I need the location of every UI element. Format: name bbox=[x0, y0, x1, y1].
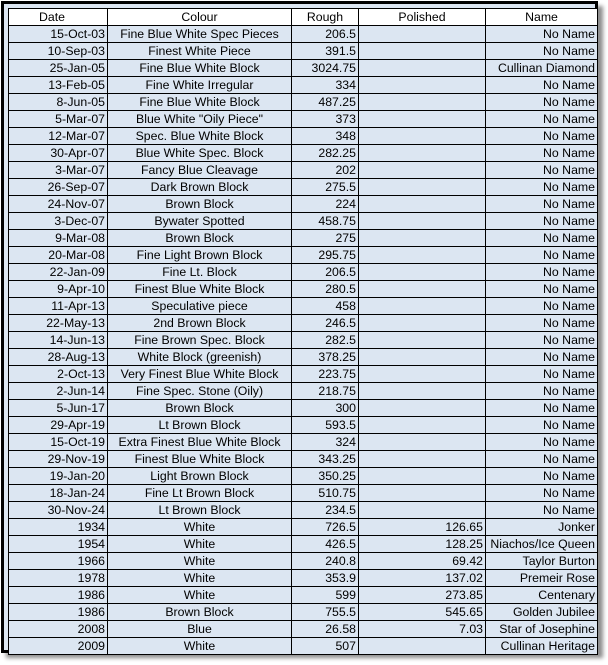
cell-colour: Finest Blue White Block bbox=[108, 451, 292, 468]
cell-polished bbox=[359, 468, 486, 485]
cell-date: 29-Nov-19 bbox=[9, 451, 108, 468]
cell-name: Jonker bbox=[486, 519, 598, 536]
cell-date: 29-Apr-19 bbox=[9, 417, 108, 434]
table-row bbox=[9, 400, 598, 417]
cell-rough: 224 bbox=[292, 196, 359, 213]
cell-date: 22-Jan-09 bbox=[9, 264, 108, 281]
cell-polished bbox=[359, 434, 486, 451]
cell-name: No Name bbox=[486, 417, 598, 434]
cell-polished bbox=[359, 315, 486, 332]
cell-name: No Name bbox=[486, 485, 598, 502]
cell-colour: Brown Block bbox=[108, 196, 292, 213]
cell-polished bbox=[359, 451, 486, 468]
cell-date: 25-Jan-05 bbox=[9, 60, 108, 77]
cell-name: Cullinan Heritage bbox=[486, 638, 598, 655]
cell-polished bbox=[359, 230, 486, 247]
cell-polished bbox=[359, 281, 486, 298]
cell-date: 1966 bbox=[9, 553, 108, 570]
table-row bbox=[9, 111, 598, 128]
cell-rough: 726.5 bbox=[292, 519, 359, 536]
table-row bbox=[9, 145, 598, 162]
cell-polished bbox=[359, 213, 486, 230]
cell-rough: 275 bbox=[292, 230, 359, 247]
cell-rough: 343.25 bbox=[292, 451, 359, 468]
cell-name: Niachos/Ice Queen bbox=[486, 536, 598, 553]
cell-rough: 240.8 bbox=[292, 553, 359, 570]
cell-name: No Name bbox=[486, 196, 598, 213]
cell-date: 19-Jan-20 bbox=[9, 468, 108, 485]
table-row bbox=[9, 315, 598, 332]
cell-colour: White Block (greenish) bbox=[108, 349, 292, 366]
table-row bbox=[9, 587, 598, 604]
cell-date: 1934 bbox=[9, 519, 108, 536]
cell-colour: Blue bbox=[108, 621, 292, 638]
table-row bbox=[9, 128, 598, 145]
table-row bbox=[9, 451, 598, 468]
cell-name: No Name bbox=[486, 264, 598, 281]
cell-rough: 275.5 bbox=[292, 179, 359, 196]
cell-date: 5-Mar-07 bbox=[9, 111, 108, 128]
cell-date: 1986 bbox=[9, 604, 108, 621]
cell-rough: 334 bbox=[292, 77, 359, 94]
cell-rough: 378.25 bbox=[292, 349, 359, 366]
cell-name: No Name bbox=[486, 315, 598, 332]
table-row bbox=[9, 553, 598, 570]
table-row bbox=[9, 383, 598, 400]
cell-colour: Dark Brown Block bbox=[108, 179, 292, 196]
table-row bbox=[9, 196, 598, 213]
cell-colour: Blue White "Oily Piece" bbox=[108, 111, 292, 128]
cell-polished: 7.03 bbox=[359, 621, 486, 638]
cell-colour: Blue White Spec. Block bbox=[108, 145, 292, 162]
cell-polished bbox=[359, 366, 486, 383]
table-row bbox=[9, 468, 598, 485]
table-row bbox=[9, 485, 598, 502]
header-row bbox=[9, 9, 598, 26]
table-row bbox=[9, 77, 598, 94]
cell-rough: 510.75 bbox=[292, 485, 359, 502]
cell-polished bbox=[359, 502, 486, 519]
cell-colour: Fine Lt. Block bbox=[108, 264, 292, 281]
cell-date: 2008 bbox=[9, 621, 108, 638]
cell-date: 26-Sep-07 bbox=[9, 179, 108, 196]
table-row bbox=[9, 247, 598, 264]
cell-name: No Name bbox=[486, 26, 598, 43]
cell-date: 8-Jun-05 bbox=[9, 94, 108, 111]
cell-rough: 206.5 bbox=[292, 264, 359, 281]
table-row bbox=[9, 349, 598, 366]
table-body bbox=[9, 26, 598, 655]
table-row bbox=[9, 621, 598, 638]
table-frame bbox=[1, 1, 598, 653]
table-row bbox=[9, 26, 598, 43]
cell-colour: Fancy Blue Cleavage bbox=[108, 162, 292, 179]
cell-date: 2-Jun-14 bbox=[9, 383, 108, 400]
cell-date: 10-Sep-03 bbox=[9, 43, 108, 60]
cell-polished bbox=[359, 247, 486, 264]
cell-rough: 3024.75 bbox=[292, 60, 359, 77]
table-row bbox=[9, 536, 598, 553]
cell-name: No Name bbox=[486, 502, 598, 519]
cell-rough: 755.5 bbox=[292, 604, 359, 621]
table-row bbox=[9, 298, 598, 315]
cell-polished: 128.25 bbox=[359, 536, 486, 553]
cell-colour: Lt Brown Block bbox=[108, 417, 292, 434]
cell-name: Centenary bbox=[486, 587, 598, 604]
cell-colour: Fine Brown Spec. Block bbox=[108, 332, 292, 349]
cell-date: 12-Mar-07 bbox=[9, 128, 108, 145]
cell-polished bbox=[359, 145, 486, 162]
cell-date: 14-Jun-13 bbox=[9, 332, 108, 349]
cell-rough: 246.5 bbox=[292, 315, 359, 332]
cell-polished bbox=[359, 332, 486, 349]
cell-rough: 234.5 bbox=[292, 502, 359, 519]
cell-date: 1978 bbox=[9, 570, 108, 587]
cell-name: No Name bbox=[486, 366, 598, 383]
cell-name: Premeir Rose bbox=[486, 570, 598, 587]
cell-colour: Finest Blue White Block bbox=[108, 281, 292, 298]
cell-colour: Spec. Blue White Block bbox=[108, 128, 292, 145]
cell-polished bbox=[359, 417, 486, 434]
cell-date: 1986 bbox=[9, 587, 108, 604]
cell-date: 2-Oct-13 bbox=[9, 366, 108, 383]
cell-date: 15-Oct-03 bbox=[9, 26, 108, 43]
table-row bbox=[9, 213, 598, 230]
header-name: Name bbox=[486, 9, 598, 26]
cell-colour: Fine White Irregular bbox=[108, 77, 292, 94]
table-row bbox=[9, 366, 598, 383]
cell-colour: Speculative piece bbox=[108, 298, 292, 315]
cell-rough: 218.75 bbox=[292, 383, 359, 400]
cell-polished bbox=[359, 196, 486, 213]
header-colour: Colour bbox=[108, 9, 292, 26]
cell-colour: Fine Blue White Block bbox=[108, 60, 292, 77]
cell-polished bbox=[359, 400, 486, 417]
cell-name: No Name bbox=[486, 77, 598, 94]
cell-date: 20-Mar-08 bbox=[9, 247, 108, 264]
cell-colour: White bbox=[108, 553, 292, 570]
cell-colour: Very Finest Blue White Block bbox=[108, 366, 292, 383]
cell-name: No Name bbox=[486, 400, 598, 417]
cell-polished: 69.42 bbox=[359, 553, 486, 570]
cell-colour: Finest White Piece bbox=[108, 43, 292, 60]
cell-colour: Brown Block bbox=[108, 230, 292, 247]
cell-colour: Bywater Spotted bbox=[108, 213, 292, 230]
cell-polished bbox=[359, 349, 486, 366]
cell-date: 30-Apr-07 bbox=[9, 145, 108, 162]
cell-rough: 282.25 bbox=[292, 145, 359, 162]
cell-name: No Name bbox=[486, 128, 598, 145]
cell-rough: 593.5 bbox=[292, 417, 359, 434]
cell-date: 9-Apr-10 bbox=[9, 281, 108, 298]
cell-rough: 26.58 bbox=[292, 621, 359, 638]
cell-colour: White bbox=[108, 638, 292, 655]
cell-colour: 2nd Brown Block bbox=[108, 315, 292, 332]
cell-rough: 223.75 bbox=[292, 366, 359, 383]
header-polished: Polished bbox=[359, 9, 486, 26]
cell-polished: 126.65 bbox=[359, 519, 486, 536]
cell-name: No Name bbox=[486, 213, 598, 230]
cell-rough: 295.75 bbox=[292, 247, 359, 264]
cell-polished bbox=[359, 383, 486, 400]
cell-rough: 324 bbox=[292, 434, 359, 451]
cell-name: No Name bbox=[486, 179, 598, 196]
cell-rough: 350.25 bbox=[292, 468, 359, 485]
cell-date: 2009 bbox=[9, 638, 108, 655]
table-row bbox=[9, 162, 598, 179]
table-row bbox=[9, 570, 598, 587]
cell-rough: 202 bbox=[292, 162, 359, 179]
table-row bbox=[9, 519, 598, 536]
cell-name: Cullinan Diamond bbox=[486, 60, 598, 77]
cell-rough: 348 bbox=[292, 128, 359, 145]
cell-name: No Name bbox=[486, 349, 598, 366]
cell-rough: 373 bbox=[292, 111, 359, 128]
diamond-table bbox=[8, 8, 598, 655]
cell-name: No Name bbox=[486, 247, 598, 264]
cell-colour: Brown Block bbox=[108, 604, 292, 621]
cell-colour: Fine Blue White Block bbox=[108, 94, 292, 111]
cell-date: 18-Jan-24 bbox=[9, 485, 108, 502]
cell-name: No Name bbox=[486, 383, 598, 400]
header-rough: Rough bbox=[292, 9, 359, 26]
cell-colour: White bbox=[108, 570, 292, 587]
cell-polished bbox=[359, 60, 486, 77]
cell-name: No Name bbox=[486, 230, 598, 247]
cell-date: 5-Jun-17 bbox=[9, 400, 108, 417]
cell-polished bbox=[359, 298, 486, 315]
cell-name: No Name bbox=[486, 94, 598, 111]
table-row bbox=[9, 638, 598, 655]
cell-polished: 545.65 bbox=[359, 604, 486, 621]
cell-polished bbox=[359, 111, 486, 128]
cell-date: 28-Aug-13 bbox=[9, 349, 108, 366]
cell-colour: Fine Spec. Stone (Oily) bbox=[108, 383, 292, 400]
cell-rough: 391.5 bbox=[292, 43, 359, 60]
cell-name: No Name bbox=[486, 451, 598, 468]
cell-name: No Name bbox=[486, 434, 598, 451]
cell-polished: 273.85 bbox=[359, 587, 486, 604]
cell-name: No Name bbox=[486, 145, 598, 162]
cell-rough: 282.5 bbox=[292, 332, 359, 349]
cell-polished bbox=[359, 26, 486, 43]
cell-rough: 300 bbox=[292, 400, 359, 417]
cell-name: Star of Josephine bbox=[486, 621, 598, 638]
table-row bbox=[9, 434, 598, 451]
cell-rough: 280.5 bbox=[292, 281, 359, 298]
cell-name: No Name bbox=[486, 111, 598, 128]
cell-polished bbox=[359, 128, 486, 145]
table-row bbox=[9, 230, 598, 247]
cell-rough: 507 bbox=[292, 638, 359, 655]
cell-date: 22-May-13 bbox=[9, 315, 108, 332]
cell-rough: 353.9 bbox=[292, 570, 359, 587]
cell-polished bbox=[359, 77, 486, 94]
cell-name: No Name bbox=[486, 332, 598, 349]
cell-name: No Name bbox=[486, 281, 598, 298]
cell-polished bbox=[359, 485, 486, 502]
table-row bbox=[9, 43, 598, 60]
cell-rough: 426.5 bbox=[292, 536, 359, 553]
cell-polished bbox=[359, 638, 486, 655]
cell-date: 3-Dec-07 bbox=[9, 213, 108, 230]
cell-rough: 458 bbox=[292, 298, 359, 315]
cell-colour: Extra Finest Blue White Block bbox=[108, 434, 292, 451]
cell-rough: 487.25 bbox=[292, 94, 359, 111]
cell-rough: 599 bbox=[292, 587, 359, 604]
cell-colour: Fine Lt Brown Block bbox=[108, 485, 292, 502]
cell-polished bbox=[359, 94, 486, 111]
cell-colour: Light Brown Block bbox=[108, 468, 292, 485]
cell-colour: White bbox=[108, 519, 292, 536]
header-date: Date bbox=[9, 9, 108, 26]
cell-colour: Fine Light Brown Block bbox=[108, 247, 292, 264]
cell-polished bbox=[359, 162, 486, 179]
cell-date: 15-Oct-19 bbox=[9, 434, 108, 451]
cell-polished bbox=[359, 43, 486, 60]
table-row bbox=[9, 604, 598, 621]
table-row bbox=[9, 502, 598, 519]
table-row bbox=[9, 60, 598, 77]
table-row bbox=[9, 281, 598, 298]
cell-colour: Lt Brown Block bbox=[108, 502, 292, 519]
cell-name: Golden Jubilee bbox=[486, 604, 598, 621]
cell-name: No Name bbox=[486, 43, 598, 60]
table-row bbox=[9, 264, 598, 281]
cell-polished: 137.02 bbox=[359, 570, 486, 587]
table-row bbox=[9, 179, 598, 196]
table-row bbox=[9, 332, 598, 349]
cell-polished bbox=[359, 179, 486, 196]
cell-name: No Name bbox=[486, 468, 598, 485]
cell-rough: 458.75 bbox=[292, 213, 359, 230]
cell-name: Taylor Burton bbox=[486, 553, 598, 570]
table-row bbox=[9, 417, 598, 434]
table-row bbox=[9, 94, 598, 111]
cell-polished bbox=[359, 264, 486, 281]
cell-date: 24-Nov-07 bbox=[9, 196, 108, 213]
cell-date: 11-Apr-13 bbox=[9, 298, 108, 315]
cell-colour: White bbox=[108, 587, 292, 604]
cell-colour: Fine Blue White Spec Pieces bbox=[108, 26, 292, 43]
cell-name: No Name bbox=[486, 298, 598, 315]
cell-date: 30-Nov-24 bbox=[9, 502, 108, 519]
cell-date: 3-Mar-07 bbox=[9, 162, 108, 179]
cell-date: 1954 bbox=[9, 536, 108, 553]
cell-date: 9-Mar-08 bbox=[9, 230, 108, 247]
cell-name: No Name bbox=[486, 162, 598, 179]
cell-colour: Brown Block bbox=[108, 400, 292, 417]
cell-date: 13-Feb-05 bbox=[9, 77, 108, 94]
cell-rough: 206.5 bbox=[292, 26, 359, 43]
cell-colour: White bbox=[108, 536, 292, 553]
